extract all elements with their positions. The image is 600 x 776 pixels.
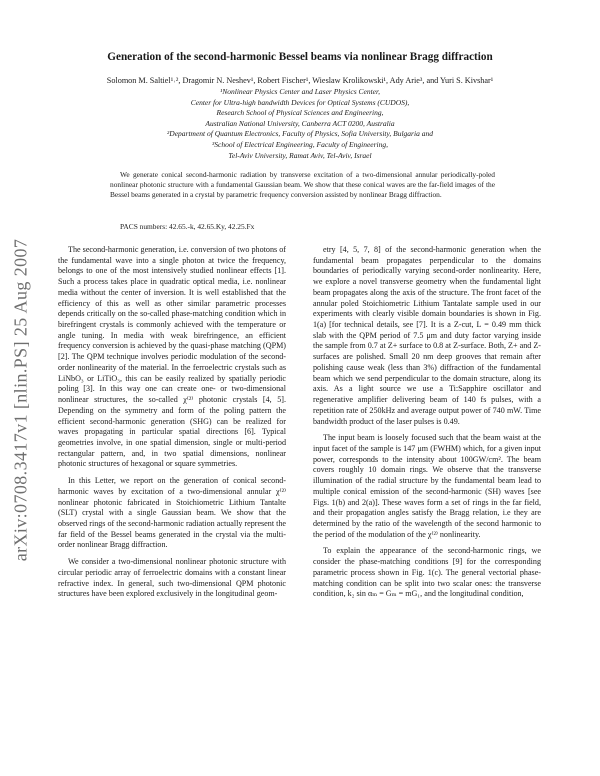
affiliations [60, 87, 540, 161]
body-paragraph: etry [4, 5, 7, 8] of the second-harmonic generation when the fundamental beam propagates perpendicular to the domains boundaries of periodically varying second-order nonlinearity. Here, we explore a novel transverse geometry when the fundamental light beam propagates along the axis of the structure. The front facet of the annular poled Stoichiometric Lithium Tantalate sample used in our experiments with clearly visible domain boundaries is shown in Fig. 1(a) [for technical details, see [7]. It is a Z-cut, L = 0.49 mm thick slab with the QPM period of 7.5 μm and duty factor varying inside the sample from 0.7 at Z+ surface to 0.8 at Z-surface. Both, Z+ and Z- surfaces are polished. Small 20 nm deep grooves that remain after polishing cause weak (less than 3%) diffraction of the fundamental beam which we send perpendicular to the domain structure, along its axis. As a light source we use a Ti:Sapphire oscillator and regenerative amplifier delivering beam of 140 fs pulses, with a repetition rate of 250kHz and average output power of 740 mW. Time bandwidth product of the laser pulses is 0.49. [313, 245, 541, 426]
affiliation-line: Center for Ultra-high bandwidth Devices for Optical Systems (CUDOS), [190, 97, 410, 107]
body-paragraph: In this Letter, we report on the generation of conical second-harmonic waves by excitation of a two-dimensional annular χ⁽²⁾ nonlinear photonic fabricated in Stoichiometric Lithium Tantalte (SLT) crystal with a single Gaussian beam. We show that the observed rings of the second-harmonic radiation actually represent the far field of the Bessel beams generated in the crystal via the multi-order nonlinear Bragg diffraction. [58, 476, 286, 550]
body-paragraph: The input beam is loosely focused such that the beam waist at the input facet of the sample is 147 μm (FWHM) which, for a given input power, corresponds to the intensity about 100GW/cm². The beam covers roughly 10 domain rings. We observe that the transverse illumination of the radial structure by the fundamental beam lead to multiple conical emission of the second-harmonic (SH) waves [see Figs. 1(b) and 2(a)]. These waves form a set of rings in the far field, and their propagation angles satisfy the Bragg relation, i.e they are determined by the ratio of the wavelength of the second harmonic to the period of the modulation of the χ⁽²⁾ nonlinearity. [313, 433, 541, 539]
body-column-left [58, 245, 286, 600]
body-paragraph: The second-harmonic generation, i.e. conversion of two photons of the fundamental wave into a single photon at twice the frequency, belongs to one of the most intensively studied nonlinear effects [1]. Such a process takes place in quadratic optical media, i.e. nonlinear media without the center of inversion. It is well established that the efficiency of this as well as other similar parametric processes depends critically on the so-called phase-matching condition which in birefringent crystals is commonly achieved with the temperature or angle tuning. In media with weak birefringence, an efficient frequency conversion is achieved by the quasi-phase matching (QPM) [2]. The QPM technique involves periodic modulation of the second-order nonlinearity of the material. In the ferroelectric crystals such as LiNbO₃ or LiTiO₃, this can be easily realized by spatially periodic poling [3]. In this way one can create one- or two-dimensional nonlinear structures, the so-called χ⁽²⁾ photonic crystals [4, 5]. Depending on the symmetry and form of the poling pattern the efficient second-harmonic generation (SHG) can be realized for waves propagating in particular spatial directions [6]. Typical geometries involve, in one spatial dimension, single or multi-period rectangular pattern, and, in two spatial dimensions, nonlinear photonic structures of hexagonal or square symmetries. [58, 245, 286, 469]
paper-title: Generation of the second-harmonic Bessel beams via nonlinear Bragg diffraction [107, 51, 493, 63]
affiliation-line: Tel-Aviv University, Ramat Aviv, Tel-Aviv, Israel [228, 150, 372, 160]
body-paragraph: We consider a two-dimensional nonlinear photonic structure with circular periodic array of ferroelectric domains with a constant linear refractive index. In general, such two-dimensional QPM photonic structures have been explored exclusively in the longitudinal geom- [58, 557, 286, 599]
affiliation-line: ¹Nonlinear Physics Center and Laser Physics Center, [220, 87, 380, 96]
author-list: Solomon M. Saltiel¹˒², Dragomir N. Neshev¹, Robert Fischer¹, Wieslaw Krolikowski¹, Ady Arie³, and Yuri S. Kivshar¹ [106, 76, 494, 85]
abstract: We generate conical second-harmonic radiation by transverse excitation of a two-dimensional annular periodically-poled nonlinear photonic structure with a fundamental Gaussian beam. We show that these conical waves are the far-field images of the Bessel beams generated in a crystal by parametric frequency conversion assisted by nonlinear Bragg diffraction. [110, 170, 495, 199]
affiliation-line: Australian National University, Canberra ACT 0200, Australia [205, 118, 395, 128]
affiliation-line: Research School of Physical Sciences and Engineering, [216, 108, 384, 118]
arxiv-stamp [0, 200, 42, 600]
affiliation-line: ²Department of Quantum Electronics, Faculty of Physics, Sofia University, Bulgaria and [167, 129, 433, 139]
pacs-numbers: PACS numbers: 42.65.-k, 42.65.Ky, 42.25.Fx [120, 222, 255, 231]
affiliation-line: ³School of Electrical Engineering, Faculty of Engineering, [212, 139, 388, 149]
arxiv-id: arXiv:0708.3417v1 [nlin.PS] 25 Aug 2007 [10, 238, 31, 562]
body-column-right [313, 245, 541, 600]
body-paragraph: To explain the appearance of the second-harmonic rings, we consider the phase-matching conditions [9] for the corresponding parametric process shown in Fig. 1(c). The general vectorial phase-matching condition can be split into two scalar ones: the transverse condition, k₂ sin αₘ = Gₘ = mG₁, and the longitudinal condition, [313, 546, 541, 599]
